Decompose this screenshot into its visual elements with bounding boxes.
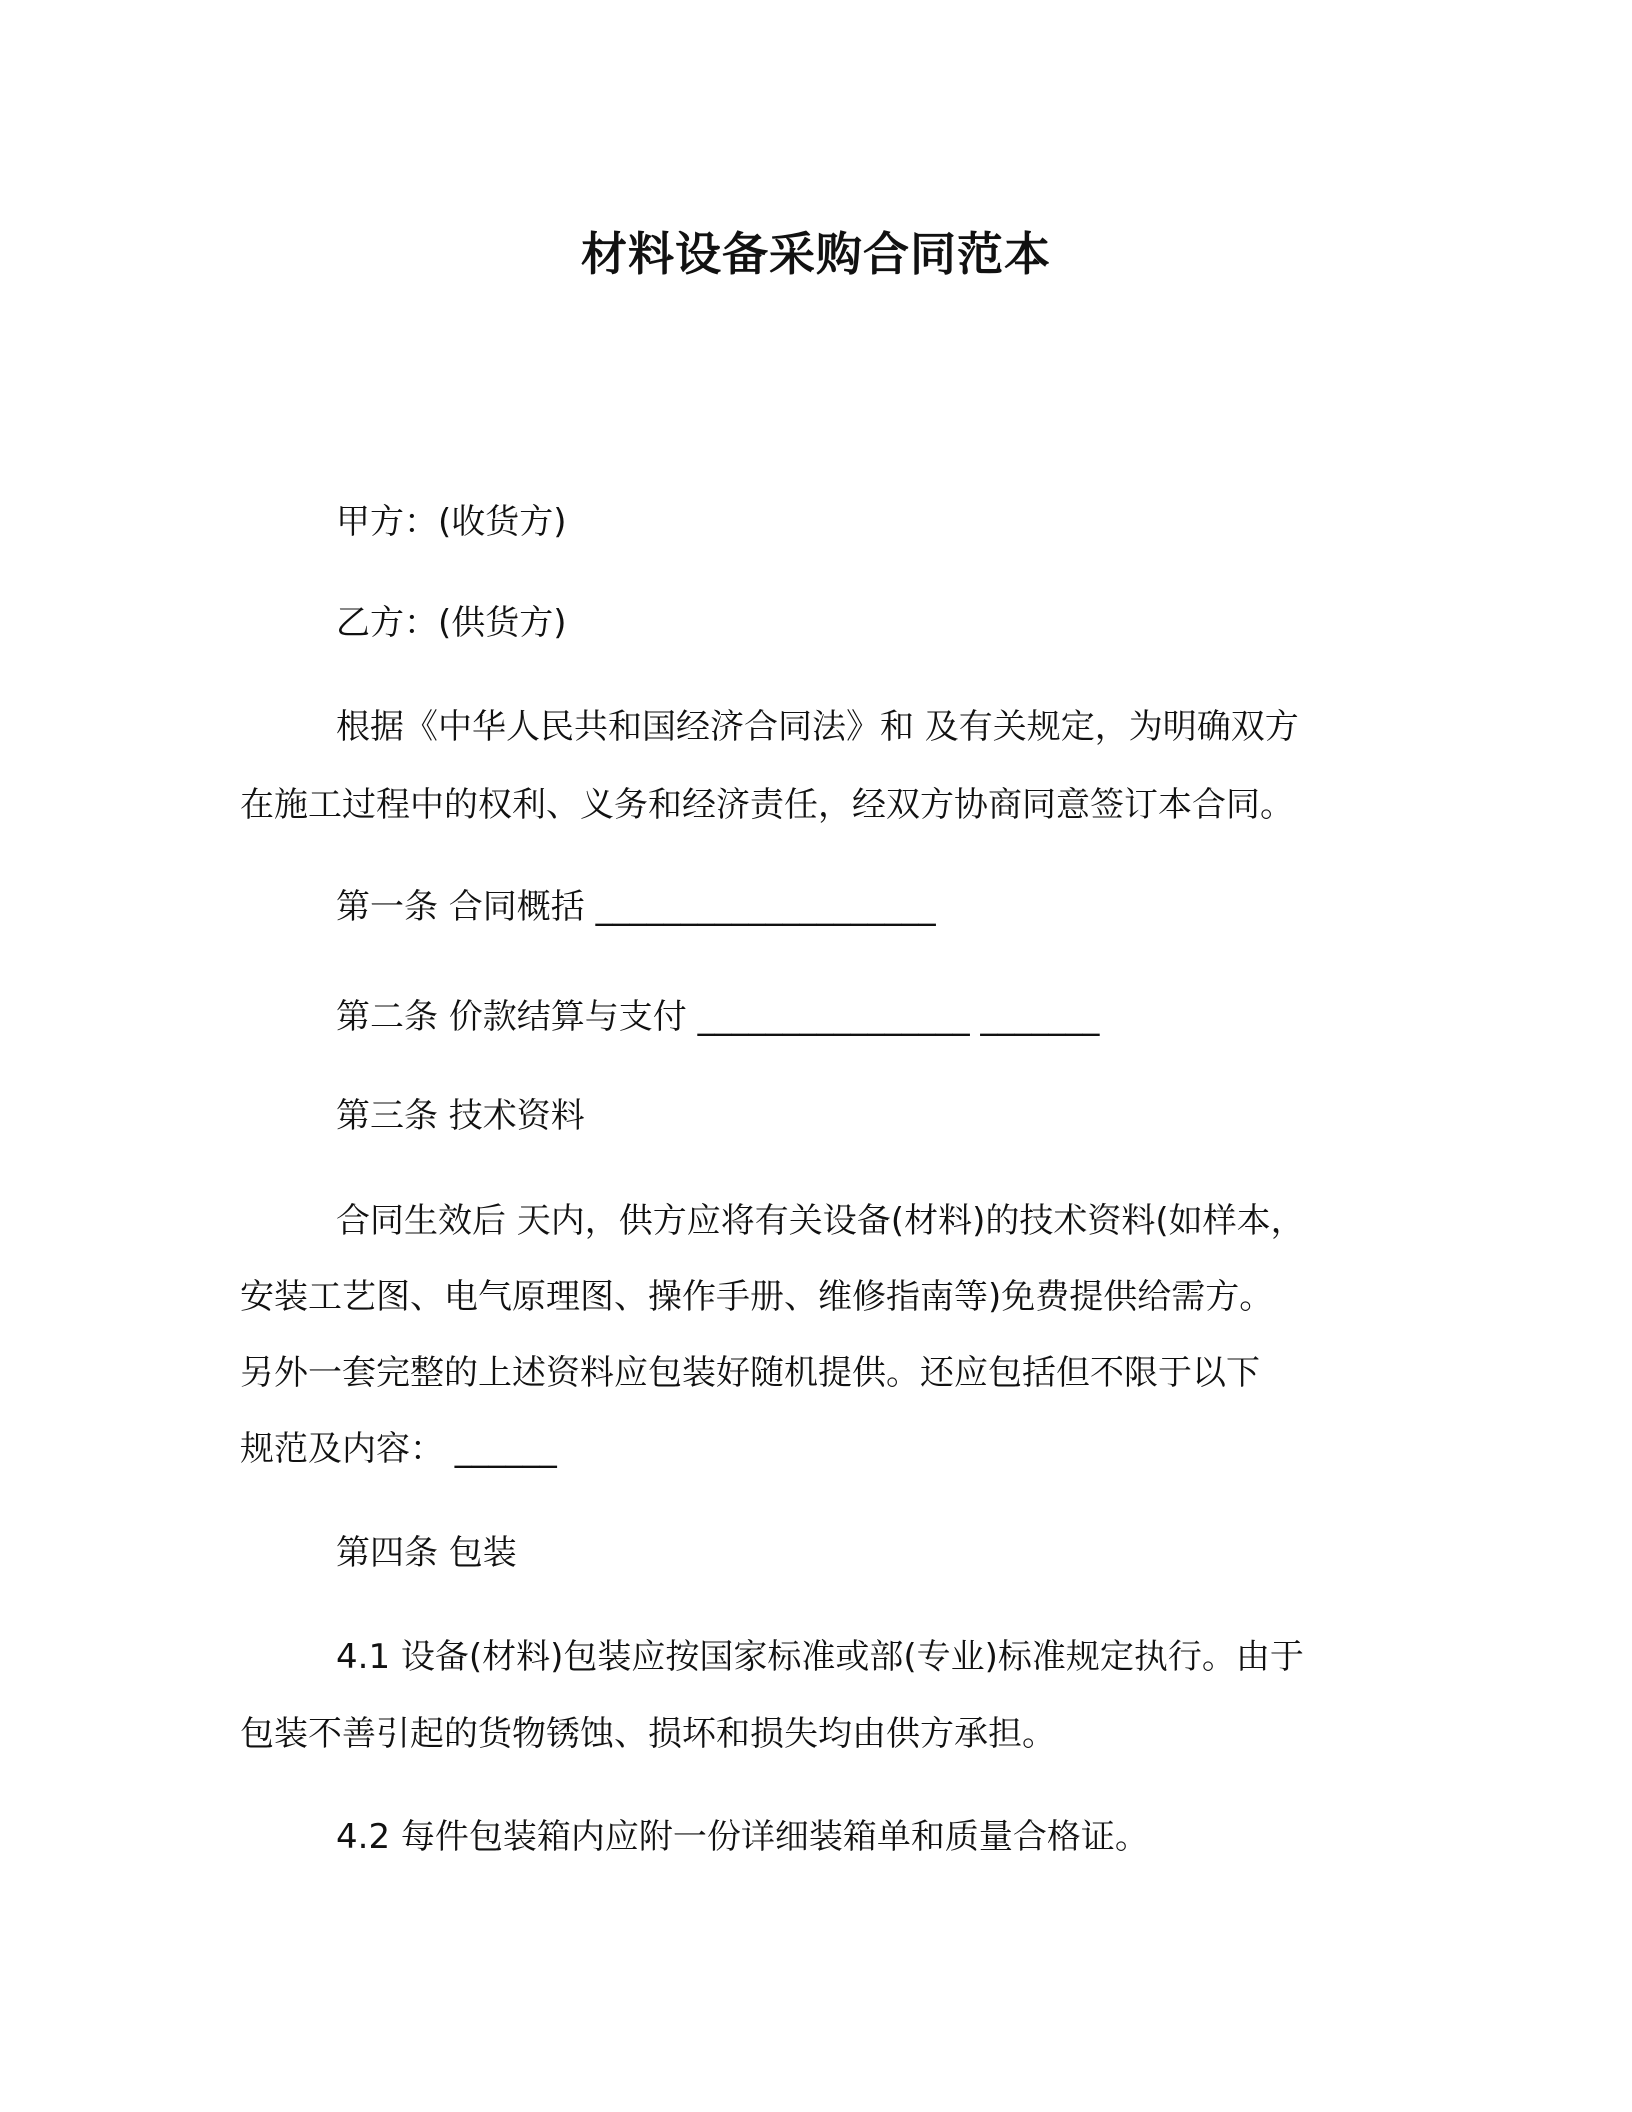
article-3-line-1: 合同生效后 天内，供方应将有关设备(材料)的技术资料(如样本，	[336, 1201, 1305, 1241]
party-b-line: 乙方：(供货方)	[336, 603, 567, 643]
article-4-heading: 第四条 包装	[336, 1533, 517, 1573]
article-3-line-4: 规范及内容： ______	[240, 1429, 557, 1469]
article-3-heading: 第三条 技术资料	[336, 1096, 585, 1136]
clause-4-2: 4.2 每件包装箱内应附一份详细装箱单和质量合格证。	[336, 1817, 1149, 1857]
document-title: 材料设备采购合同范本	[581, 227, 1051, 281]
article-3-line-2: 安装工艺图、电气原理图、操作手册、维修指南等)免费提供给需方。	[240, 1277, 1274, 1317]
article-1: 第一条 合同概括 ____________________	[336, 887, 936, 927]
intro-line-1: 根据《中华人民共和国经济合同法》和 及有关规定，为明确双方	[336, 707, 1299, 747]
party-a-line: 甲方：(收货方)	[336, 502, 567, 542]
clause-4-1-line-2: 包装不善引起的货物锈蚀、损坏和损失均由供方承担。	[240, 1714, 1056, 1754]
article-3-line-3: 另外一套完整的上述资料应包装好随机提供。还应包括但不限于以下	[240, 1353, 1260, 1393]
intro-line-2: 在施工过程中的权利、义务和经济责任，经双方协商同意签订本合同。	[240, 785, 1294, 825]
clause-4-1-line-1: 4.1 设备(材料)包装应按国家标准或部(专业)标准规定执行。由于	[336, 1637, 1304, 1677]
article-2: 第二条 价款结算与支付 ________________ _______	[336, 997, 1100, 1037]
